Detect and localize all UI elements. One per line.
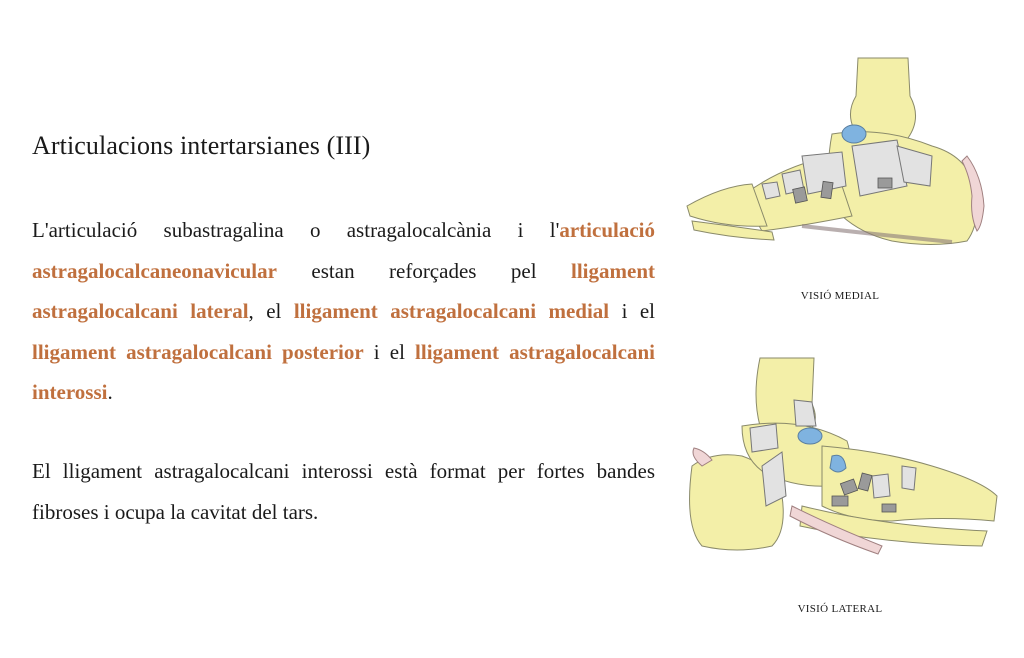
text-segment: L'articulació subastragalina o astragalocalcània i l' bbox=[32, 218, 560, 242]
text-segment: , el bbox=[248, 299, 294, 323]
text-segment: estan reforçades pel bbox=[276, 258, 571, 283]
paragraph-2: El lligament astragalocalcani interossi està format per fortes bandes fibroses i ocupa la cavitat del tars. bbox=[32, 459, 655, 524]
text-segment: . bbox=[107, 380, 113, 404]
foot-medial-illustration bbox=[682, 56, 1002, 286]
text-segment: i el bbox=[609, 299, 655, 323]
highlighted-term[interactable]: lligament astragalocalcani medial bbox=[293, 299, 610, 323]
text-segment: i el bbox=[363, 339, 416, 364]
foot-lateral-illustration bbox=[682, 356, 1002, 576]
page-title: Articulacions intertarsianes (III) bbox=[32, 131, 371, 160]
highlighted-term[interactable]: articulació astragalocalcaneonavicular bbox=[32, 218, 655, 283]
highlighted-term[interactable]: lligament astragalocalcani lateral bbox=[32, 258, 655, 323]
paragraph-1 bbox=[32, 210, 655, 413]
lateral-view-caption: VISIÓ LATERAL bbox=[797, 603, 883, 615]
highlighted-term[interactable]: lligament astragalocalcani interossi bbox=[32, 339, 655, 404]
highlighted-term[interactable]: lligament astragalocalcani posterior bbox=[32, 339, 364, 364]
medial-view-caption: VISIÓ MEDIAL bbox=[800, 290, 880, 302]
